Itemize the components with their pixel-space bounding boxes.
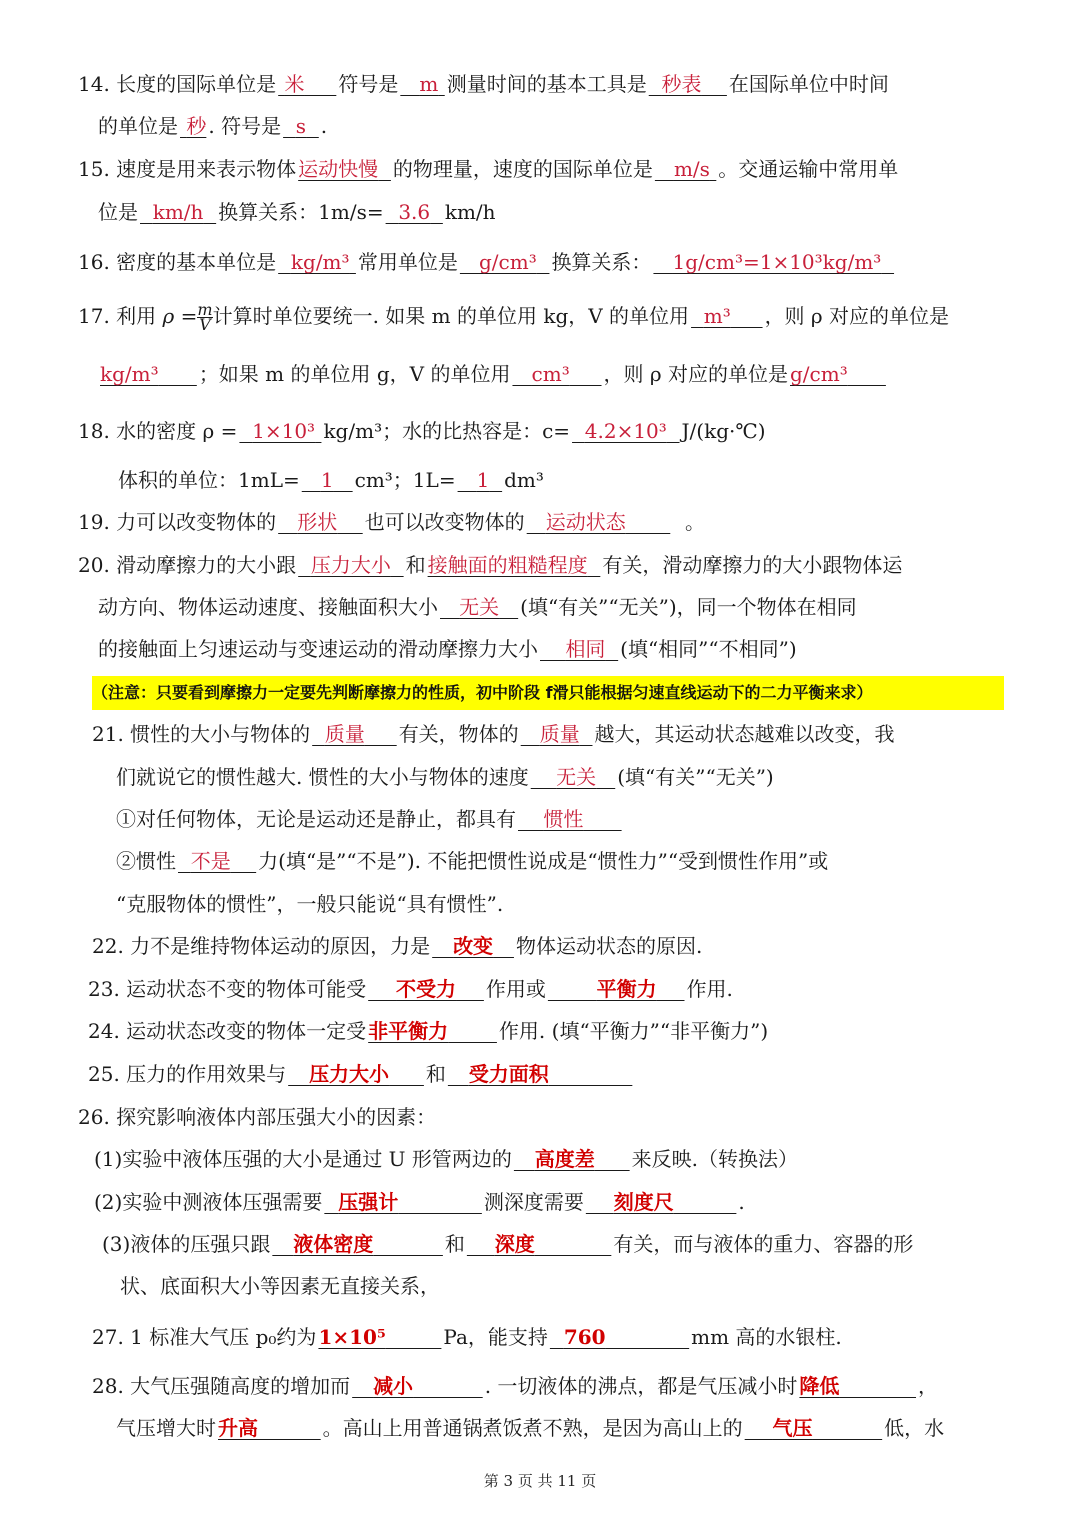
q21-text: 们就说它的惯性越大. 惯性的大小与物体的速度: [116, 765, 529, 789]
page-footer: 第 3 页 共 11 页: [483, 1472, 597, 1490]
q20-text: 有关，滑动摩擦力的大小跟物体运: [602, 553, 903, 577]
q14-text: 14. 长度的国际单位是: [78, 72, 277, 96]
q26-text: (1)实验中液体压强的大小是通过 U 形管两边的: [94, 1147, 512, 1171]
answer-blank: 秒: [186, 114, 207, 138]
q27-text: 27. 1 标准大气压 p₀约为: [92, 1325, 317, 1349]
q17-line1: [78, 302, 949, 332]
q14-text: . 符号是: [208, 114, 282, 138]
q14-line1: [78, 70, 889, 98]
answer-blank: 1×10³: [252, 419, 316, 443]
q28-text: ，: [918, 1374, 939, 1398]
q26-text: (2)实验中测液体压强需要: [94, 1190, 323, 1214]
q21-text: ②惯性: [116, 849, 176, 873]
highlight-note: （注意：只要看到摩擦力一定要先判断摩擦力的性质，初中阶段 f滑只能根据匀速直线运动下的二力平衡来求）: [92, 676, 1004, 710]
answer-blank: 秒表: [661, 72, 702, 96]
q26-line5: [120, 1272, 440, 1300]
q17-text: ，则 ρ 对应的单位是: [603, 362, 788, 386]
q17-text: ，则 ρ 对应的单位是: [764, 304, 950, 328]
answer-blank: 形状: [297, 510, 338, 534]
q21-line4: [116, 847, 828, 875]
q18-text: 18. 水的密度 ρ =: [78, 419, 238, 443]
q16-text: 常用单位是: [357, 250, 458, 274]
q24-text: 作用. (填“平衡力”“非平衡力”): [498, 1019, 769, 1043]
q16-line1: [78, 248, 896, 276]
q15-line1: [78, 155, 898, 183]
q20-text: 和: [405, 553, 426, 577]
q27-line1: [92, 1323, 842, 1351]
q17-text: 计算时单位要统一. 如果 m 的单位用 kg，V 的单位用: [212, 304, 690, 328]
q24-line1: [88, 1017, 768, 1045]
q26-text: (3)液体的压强只跟: [102, 1232, 271, 1256]
q28-text: 气压增大时: [116, 1416, 216, 1440]
answer-blank: 运动快慢: [298, 157, 379, 181]
answer-blank: 相同: [565, 637, 606, 661]
q25-text: 25. 压力的作用效果与: [88, 1062, 287, 1086]
answer-blank: 不受力: [396, 977, 457, 1001]
answer-blank: 质量: [324, 722, 365, 746]
q15-text: 位是: [98, 200, 138, 224]
q26-text: 状、底面积大小等因素无直接关系，: [120, 1274, 440, 1298]
q18-text: 体积的单位：1mL=: [118, 468, 300, 492]
q26-text: 来反映.（转换法）: [631, 1147, 798, 1171]
q21-text: (填“有关”“无关”): [617, 765, 774, 789]
q23-line1: [88, 975, 733, 1003]
q17-text: 17. 利用: [78, 304, 157, 328]
q23-text: 作用或: [485, 977, 546, 1001]
q17-line2: [98, 360, 888, 388]
q21-text: 越大，其运动状态越难以改变，我: [594, 722, 895, 746]
answer-blank: g/cm³: [478, 250, 537, 274]
q19-line1: [78, 508, 705, 536]
answer-blank: cm³: [531, 362, 570, 386]
q18-text: cm³；1L=: [354, 468, 456, 492]
q16-text: 换算关系：: [551, 250, 652, 274]
q26-line2: [94, 1145, 798, 1173]
answer-blank: 压力大小: [310, 553, 391, 577]
q22-line1: [92, 932, 702, 960]
answer-blank: kg/m³: [100, 362, 159, 386]
q18-text: kg/m³；水的比热容是：c=: [323, 419, 571, 443]
q18-line2: [118, 466, 544, 494]
q21-text: 有关，物体的: [398, 722, 519, 746]
q20-line3: [98, 635, 797, 663]
answer-blank: 质量: [539, 722, 580, 746]
q20-text: 动方向、物体运动速度、接触面积大小: [98, 595, 438, 619]
q28-line2: [116, 1414, 944, 1442]
answer-blank: 1: [476, 468, 490, 492]
answer-blank: 无关: [556, 765, 597, 789]
q28-text: 。高山上用普通锅煮饭煮不熟，是因为高山上的: [322, 1416, 743, 1440]
rho-symbol: ρ =: [162, 304, 198, 328]
q20-line1: [78, 551, 902, 579]
q21-line3: [116, 805, 624, 833]
answer-blank: m/s: [673, 157, 710, 181]
answer-blank: 高度差: [534, 1147, 595, 1171]
q14-text: 在国际单位中时间: [728, 72, 889, 96]
q26-text: .: [738, 1190, 745, 1214]
answer-blank: s: [295, 114, 307, 138]
q27-text: Pa，能支持: [443, 1325, 548, 1349]
q19-text: 也可以改变物体的: [364, 510, 525, 534]
answer-blank: km/h: [152, 200, 204, 224]
answer-blank: m³: [703, 304, 731, 328]
answer-blank: 接触面的粗糙程度: [427, 553, 588, 577]
answer-blank: 1×10⁵: [318, 1325, 386, 1349]
q19-text: 19. 力可以改变物体的: [78, 510, 277, 534]
q20-text: (填“相同”“不相同”): [620, 637, 797, 661]
q28-text: 28. 大气压强随高度的增加而: [92, 1374, 351, 1398]
q26-line4: [102, 1230, 913, 1258]
q26-text: 测深度需要: [483, 1190, 584, 1214]
q26-text: 26. 探究影响液体内部压强大小的因素：: [78, 1105, 437, 1129]
q21-text: “克服物体的惯性”，一般只能说“具有惯性”.: [116, 892, 504, 916]
q18-text: dm³: [504, 468, 544, 492]
q17-text: ；如果 m 的单位用 g，V 的单位用: [198, 362, 511, 386]
q28-text: 低，水: [884, 1416, 945, 1440]
q25-text: 和: [425, 1062, 446, 1086]
answer-blank: g/cm³: [790, 362, 848, 386]
q28-line1: [92, 1372, 938, 1400]
q15-text: 的物理量，速度的国际单位是: [392, 157, 653, 181]
q23-text: 作用.: [686, 977, 733, 1001]
answer-blank: 760: [563, 1325, 606, 1349]
answer-blank: 减小: [373, 1374, 414, 1398]
q22-text: 物体运动状态的原因.: [515, 934, 703, 958]
q21-line1: [92, 720, 894, 748]
q19-text: 。: [685, 510, 705, 534]
answer-blank: 惯性: [543, 807, 584, 831]
q21-text: 21. 惯性的大小与物体的: [92, 722, 311, 746]
answer-blank: 非平衡力: [368, 1019, 449, 1043]
answer-blank: 3.6: [398, 200, 431, 224]
answer-blank: 压力大小: [309, 1062, 390, 1086]
answer-blank: 深度: [494, 1232, 535, 1256]
q15-line2: [98, 198, 496, 226]
answer-blank: 1g/cm³=1×10³kg/m³: [672, 250, 882, 274]
q21-text: ①对任何物体，无论是运动还是静止，都具有: [116, 807, 516, 831]
q22-text: 22. 力不是维持物体运动的原因，力是: [92, 934, 431, 958]
q14-line2: [98, 112, 327, 140]
q14-text: .: [320, 114, 328, 138]
answer-blank: 压强计: [338, 1190, 399, 1214]
answer-blank: 4.2×10³: [584, 419, 667, 443]
answer-blank: 运动状态: [545, 510, 626, 534]
q28-text: . 一切液体的沸点，都是气压减小时: [484, 1374, 798, 1398]
q24-text: 24. 运动状态改变的物体一定受: [88, 1019, 367, 1043]
q18-text: J/(kg·℃): [681, 419, 766, 443]
q23-text: 23. 运动状态不变的物体可能受: [88, 977, 367, 1001]
q15-text: 15. 速度是用来表示物体: [78, 157, 297, 181]
q25-line1: [88, 1060, 634, 1088]
q20-text: (填“有关”“无关”)，同一个物体在相同: [520, 595, 857, 619]
answer-blank: 液体密度: [293, 1232, 374, 1256]
answer-blank: kg/m³: [290, 250, 350, 274]
q26-line1: [78, 1103, 436, 1131]
q26-text: 和: [444, 1232, 465, 1256]
answer-blank: 平衡力: [596, 977, 657, 1001]
q21-line2: [116, 763, 774, 791]
q15-text: 换算关系：1m/s=: [218, 200, 384, 224]
q21-line5: [116, 890, 503, 918]
answer-blank: 不是: [190, 849, 231, 873]
q15-text: km/h: [444, 200, 496, 224]
answer-blank: 改变: [453, 934, 494, 958]
answer-blank: 刻度尺: [613, 1190, 674, 1214]
q14-text: 的单位是: [98, 114, 178, 138]
q15-text: 。交通运输中常用单: [718, 157, 899, 181]
q14-text: 测量时间的基本工具是: [446, 72, 647, 96]
q16-text: 16. 密度的基本单位是: [78, 250, 277, 274]
q26-line3: [94, 1188, 745, 1216]
fraction-m-over-v: $\frac{m}{V}$: [197, 300, 213, 334]
q20-text: 20. 滑动摩擦力的大小跟: [78, 553, 297, 577]
q20-line2: [98, 593, 857, 621]
q14-text: 符号是: [338, 72, 399, 96]
answer-blank: 米: [284, 72, 305, 96]
q27-text: mm 高的水银柱.: [691, 1325, 842, 1349]
answer-blank: 升高: [218, 1416, 258, 1440]
answer-blank: m: [419, 72, 439, 96]
q18-line1: [78, 417, 766, 445]
q21-text: 力(填“是”“不是”). 不能把惯性说成是“惯性力”“受到惯性作用”或: [258, 849, 829, 873]
answer-blank: 受力面积: [468, 1062, 549, 1086]
q26-text: 有关，而与液体的重力、容器的形: [613, 1232, 914, 1256]
q20-text: 的接触面上匀速运动与变速运动的滑动摩擦力大小: [98, 637, 538, 661]
answer-blank: 气压: [772, 1416, 813, 1440]
answer-blank: 1: [320, 468, 334, 492]
answer-blank: 无关: [459, 595, 500, 619]
answer-blank: 降低: [799, 1374, 840, 1398]
